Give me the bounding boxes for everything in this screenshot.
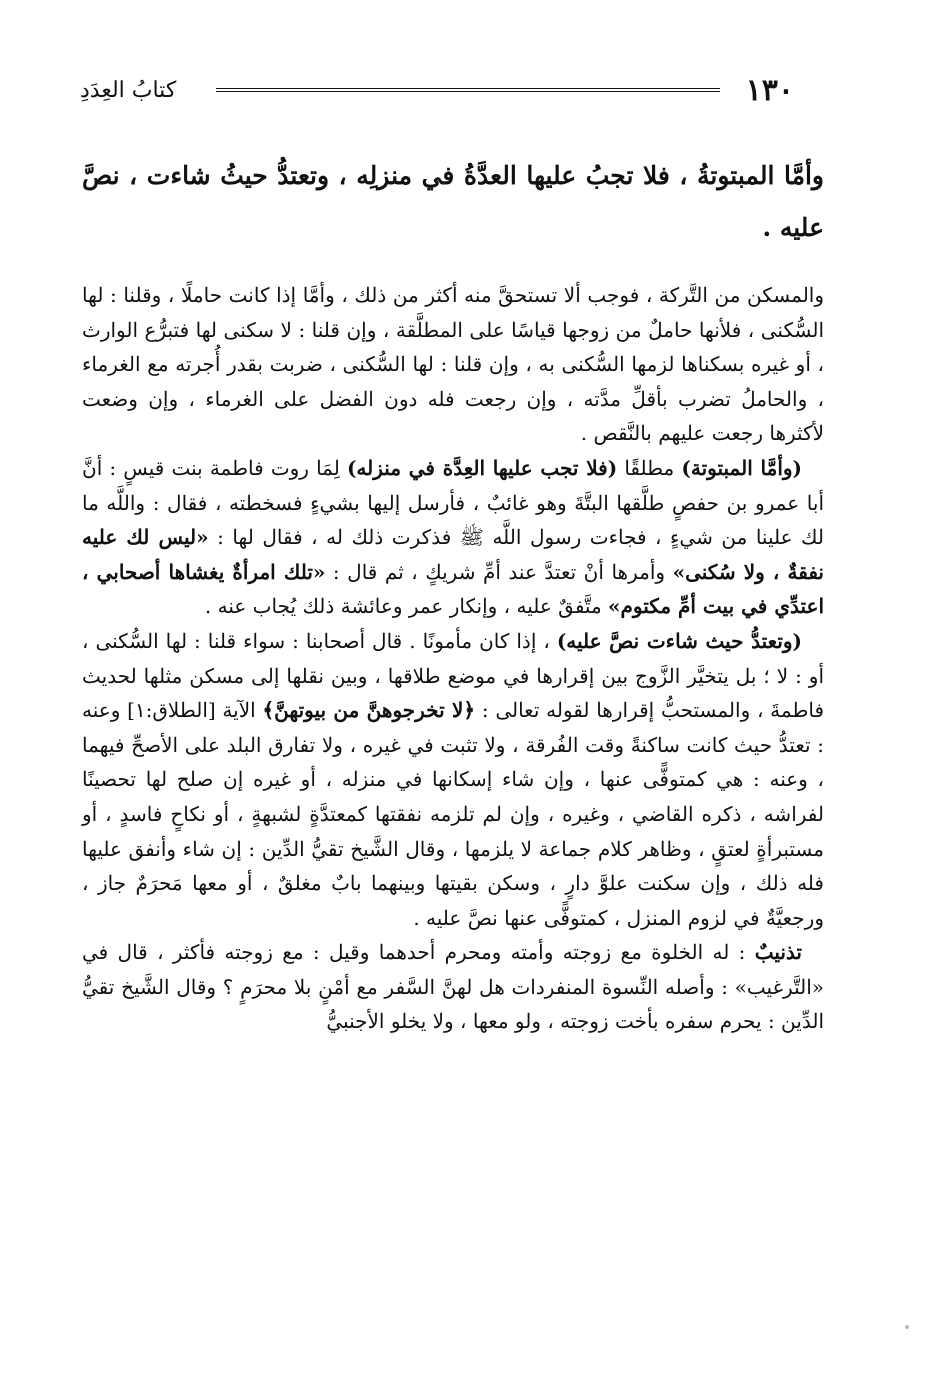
header-rule <box>216 88 719 92</box>
commentary-paragraph-2 <box>82 451 824 624</box>
hadith-quote: «تلك امرأةٌ يغشاها أصحابي ، اعتدِّي في بيت أمِّ مكتوم» <box>82 559 824 619</box>
section-heading: تذنيبٌ <box>754 940 802 965</box>
commentary-text: مطلقًا <box>617 455 682 480</box>
page-number: ١٣٠ <box>745 72 794 108</box>
hadith-quote: «ليس لك عليه نفقةٌ ، ولا سُكنى» <box>82 525 824 584</box>
commentary-text: متَّفقٌ عليه ، وإنكار عمر وعائشة ذلك يُجاب عنه . <box>204 594 609 619</box>
commentary-text: : له الخلوة مع زوجته وأمته ومحرم أحدهما وقيل : مع زوجته فأكثر ، قال في «التَّرغيب» : وأصله النِّسوة المنفردات هل لهنَّ السَّفر مع أمْنٍ بلا محرَمٍ ؟ وقال الشَّيخ تقيُّ الدِّين : يحرم سفره بأخت زوجته ، ولو معها ، ولا يخلو الأجنبيُّ <box>82 940 824 1034</box>
commentary-text: الآية [الطلاق:١] وعنه : تعتدُّ حيث كانت ساكنةً وقت الفُرقة ، ولا تثبت في غيره ، ولا تفارق البلد على الأصحِّ فيهما ، وعنه : هي كمتوفًّى عنها ، وإن شاء إسكانها في منزله ، أو غيره إن صلح لها تحصينًا لفراشه ، ذكره القاضي ، وغيره ، وإن لم تلزمه نفقتها كمعتدَّةٍ لشبهةٍ ، أو نكاحٍ فاسدٍ ، أو مستبرأةٍ لعتقٍ ، وظاهر كلام جماعة لا يلزمها ، وقال الشَّيخ تقيُّ الدِّين : إن شاء وأنفق عليها فله ذلك ، وإن سكنت علوَّ دارٍ ، وسكن بقيتها وبينهما بابٌ مغلقٌ ، أو معها مَحرَمٌ جاز ، ورجعيَّةٌ في لزوم المنزل ، كمتوفًّى عنها نصَّ عليه . <box>82 698 824 930</box>
commentary-text: ، إذا كان مأمونًا . قال أصحابنا : سواء قلنا : لها السُّكنى ، أو : لا ؛ بل يتخيَّر الزَّوج بين إقرارها في موضع طلاقها ، وبين نقلها إلى مسكن مثلها لحديث فاطمةَ ، والمستحبُّ إقرارها لقوله تعالى : <box>82 628 825 723</box>
commentary-paragraph-3 <box>82 624 824 935</box>
quoted-matn: (فلا تجب عليها العِدَّة في منزله) <box>346 455 618 480</box>
main-text: وأمَّا المبتوتةُ ، فلا تجبُ عليها العدَّةُ في منزلِه ، وتعتدُّ حيثُ شاءت ، نصَّ عليه . <box>82 161 824 242</box>
page-header <box>80 68 794 112</box>
commentary <box>82 278 824 1039</box>
quoted-matn: (وتعتدُّ حيث شاءت نصَّ عليه) <box>556 628 803 653</box>
running-title: كتابُ العِدَدِ <box>80 77 177 103</box>
commentary-text: لِمَا روت فاطمة بنت قيسٍ : أنَّ أبا عمرو بن حفصٍ طلَّقها البتَّةَ وهو غائبٌ ، فأرسل إليها بشيءٍ فسخطته ، فقال : واللَّه ما لك علينا من شيءٍ ، فجاءت رسول اللَّه ﷺ فذكرت ذلك له ، فقال لها : <box>82 455 825 550</box>
quran-quote: ﴿لا تخرجوهنَّ من بيوتهنَّ﴾ <box>262 698 476 723</box>
scan-speck <box>905 1325 909 1329</box>
quoted-matn: (وأمَّا المبتوتة) <box>681 455 802 480</box>
commentary-paragraph-1: والمسكن من التَّركة ، فوجب ألا تستحقَّ منه أكثر من ذلك ، وأمَّا إذا كانت حاملًا ، وقلنا : لها السُّكنى ، فلأنها حاملٌ من زوجها قياسًا على المطلَّقة ، وإن قلنا : لا سكنى لها فتبرُّع الوارث ، أو غيره بسكناها لزمها السُّكنى به ، وإن قلنا : لها السُّكنى ، ضربت بقدر أُجرته مع الغرماء ، والحاملُ تضرب بأقلِّ مدَّته ، وإن رجعت فله دون الفضل على الغرماء ، وإن وضعت لأكثرها رجعت عليهم بالنَّقص . <box>82 283 825 446</box>
commentary-paragraph-4 <box>82 935 824 1039</box>
commentary-text: وأمرها أنْ تعتدَّ عند أمِّ شريكٍ ، ثم قال : <box>325 559 673 584</box>
